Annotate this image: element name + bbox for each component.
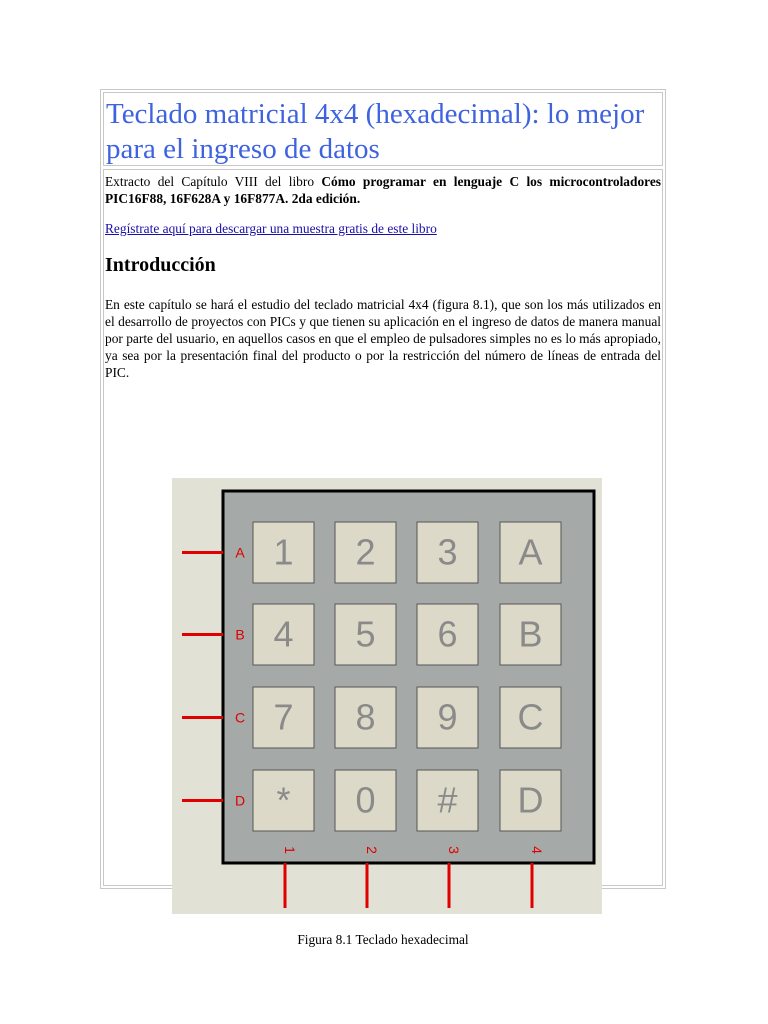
book-title: Cómo programar en lenguaje C los microcontroladores PIC16F88, 16F628A y 16F877A. 2da edición.	[105, 174, 661, 206]
extract-paragraph	[104, 173, 662, 207]
keypad-key-label: 7	[273, 696, 294, 738]
column-label: 3	[446, 846, 462, 854]
keypad-key-label: 1	[273, 531, 294, 573]
row-label: C	[234, 709, 246, 726]
keypad-key-label: A	[518, 531, 543, 573]
keypad-key-label: 6	[437, 613, 458, 655]
keypad-key-label: *	[276, 779, 291, 821]
article-container	[100, 89, 666, 947]
column-label: 4	[529, 846, 545, 854]
keypad-key-label: D	[517, 779, 544, 821]
section-heading: Introducción	[105, 254, 216, 276]
article-body	[103, 169, 663, 947]
keypad-key-label: 0	[355, 779, 376, 821]
keypad-key-label: B	[518, 613, 543, 655]
keypad-key-label: C	[517, 696, 544, 738]
keypad-key-label: 8	[355, 696, 376, 738]
extract-prefix: Extracto del Capítulo VIII del libro	[105, 174, 322, 189]
keypad-key-label: 2	[355, 531, 376, 573]
intro-paragraph: En este capítulo se hará el estudio del teclado matricial 4x4 (figura 8.1), que son los más utilizados en el desarrollo de proyectos con PICs y que tienen su aplicación en el ingreso de datos de manera manual por parte del usuario, en aquellos casos en que el empleo de pulsadores simples no es lo más apropiado, ya sea por la presentación final del producto o por la restricción del número de líneas de entrada del PIC.	[105, 297, 661, 380]
register-link[interactable]: Regístrate aquí para descargar una muestra gratis de este libro	[105, 221, 437, 236]
keypad-diagram	[172, 478, 602, 914]
keypad-key-label: 4	[273, 613, 294, 655]
keypad-figure	[172, 478, 602, 914]
keypad-key-label: 3	[437, 531, 458, 573]
column-label: 1	[282, 846, 298, 854]
row-label: A	[235, 544, 245, 561]
page-title: Teclado matricial 4x4 (hexadecimal): lo mejor para el ingreso de datos	[106, 98, 645, 165]
title-box	[103, 92, 663, 166]
figure-caption: Figura 8.1 Teclado hexadecimal	[297, 932, 469, 947]
row-label: B	[235, 626, 245, 643]
keypad-key-label: #	[437, 779, 458, 821]
row-label: D	[234, 792, 246, 809]
column-label: 2	[364, 846, 380, 854]
keypad-key-label: 9	[437, 696, 458, 738]
keypad-key-label: 5	[355, 613, 376, 655]
